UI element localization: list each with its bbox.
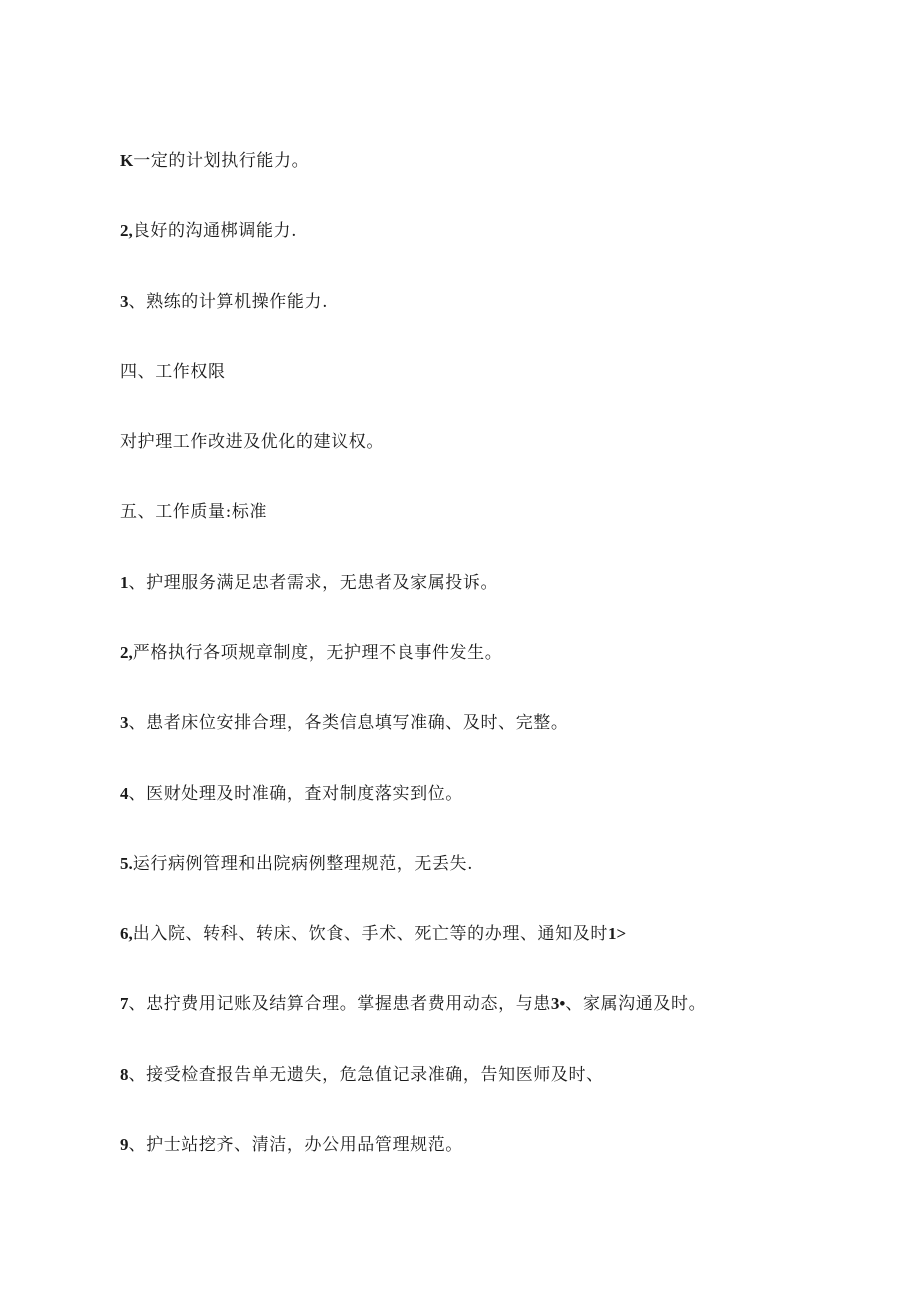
item-text: 医财处理及时准确，査对制度落实到位。 [146, 784, 463, 804]
item-marker: 3 [120, 713, 129, 732]
item-marker: K [120, 151, 134, 170]
item-marker: 2, [120, 221, 133, 240]
section-heading-text: 五、工作质量:标准 [120, 502, 268, 522]
quality-item-2 [120, 638, 880, 668]
ability-item-3 [120, 287, 880, 317]
item-separator: 、 [128, 784, 147, 804]
section-heading-authority [120, 357, 880, 387]
ability-item-2 [120, 216, 880, 246]
item-marker: 4 [120, 784, 129, 803]
item-marker: 8 [120, 1065, 129, 1084]
section-heading-quality [120, 497, 880, 527]
item-marker: 7 [120, 994, 129, 1013]
item-separator: 、 [128, 573, 147, 593]
item-text: 接受检査报告单无遗失，危急值记录准确，告知医师及时、 [146, 1065, 604, 1085]
quality-item-6 [120, 919, 880, 949]
item-marker: 3 [120, 292, 129, 311]
item-marker: 2, [120, 643, 133, 662]
item-text: 严格执行各项规章制度，无护理不良事件发生。 [132, 643, 503, 663]
quality-item-5 [120, 849, 880, 879]
item-separator: 、 [128, 994, 147, 1014]
section-heading-text: 四、工作权限 [120, 362, 226, 382]
item-marker: 6, [120, 924, 133, 943]
quality-item-3 [120, 708, 880, 738]
authority-item [120, 427, 880, 457]
item-marker: 5. [120, 854, 133, 873]
item-text: 出入院、转科、转床、饮食、手术、死亡等的办理、通知及时 [132, 924, 608, 944]
item-text-part-a: 忠拧费用记账及结算合理。掌握患者费用动态，与患 [146, 994, 551, 1014]
item-separator: 、 [128, 1065, 147, 1085]
item-text: 良好的沟通梆调能力. [132, 221, 298, 241]
item-text: 一定的计划执行能力。 [133, 151, 310, 171]
item-marker: 1 [120, 573, 129, 592]
ability-item-1 [120, 146, 880, 176]
quality-item-4 [120, 779, 880, 809]
quality-item-8 [120, 1060, 880, 1090]
item-text: 患者床位安排合理，各类信息填写准确、及时、完整。 [146, 713, 569, 733]
quality-item-9 [120, 1130, 880, 1160]
item-separator: 、 [128, 713, 147, 733]
item-text: 护理服务满足忠者需求，无患者及家属投诉。 [146, 573, 499, 593]
item-text: 运行病例管理和出院病例整理规范，无丢失. [132, 854, 474, 874]
item-tail: 1> [607, 924, 627, 943]
quality-item-7 [120, 989, 880, 1019]
item-separator: 、 [128, 292, 147, 312]
item-inline-mark: 3• [550, 994, 566, 1013]
quality-item-1 [120, 568, 880, 598]
item-separator: 、 [128, 1135, 147, 1155]
item-text: 对护理工作改进及优化的建议权。 [120, 432, 384, 452]
item-text: 熟练的计算机操作能力. [146, 292, 329, 312]
item-marker: 9 [120, 1135, 129, 1154]
item-text: 护士站挖齐、清洁，办公用品管理规范。 [146, 1135, 463, 1155]
item-text-part-b: 、家属沟通及时。 [565, 994, 707, 1014]
